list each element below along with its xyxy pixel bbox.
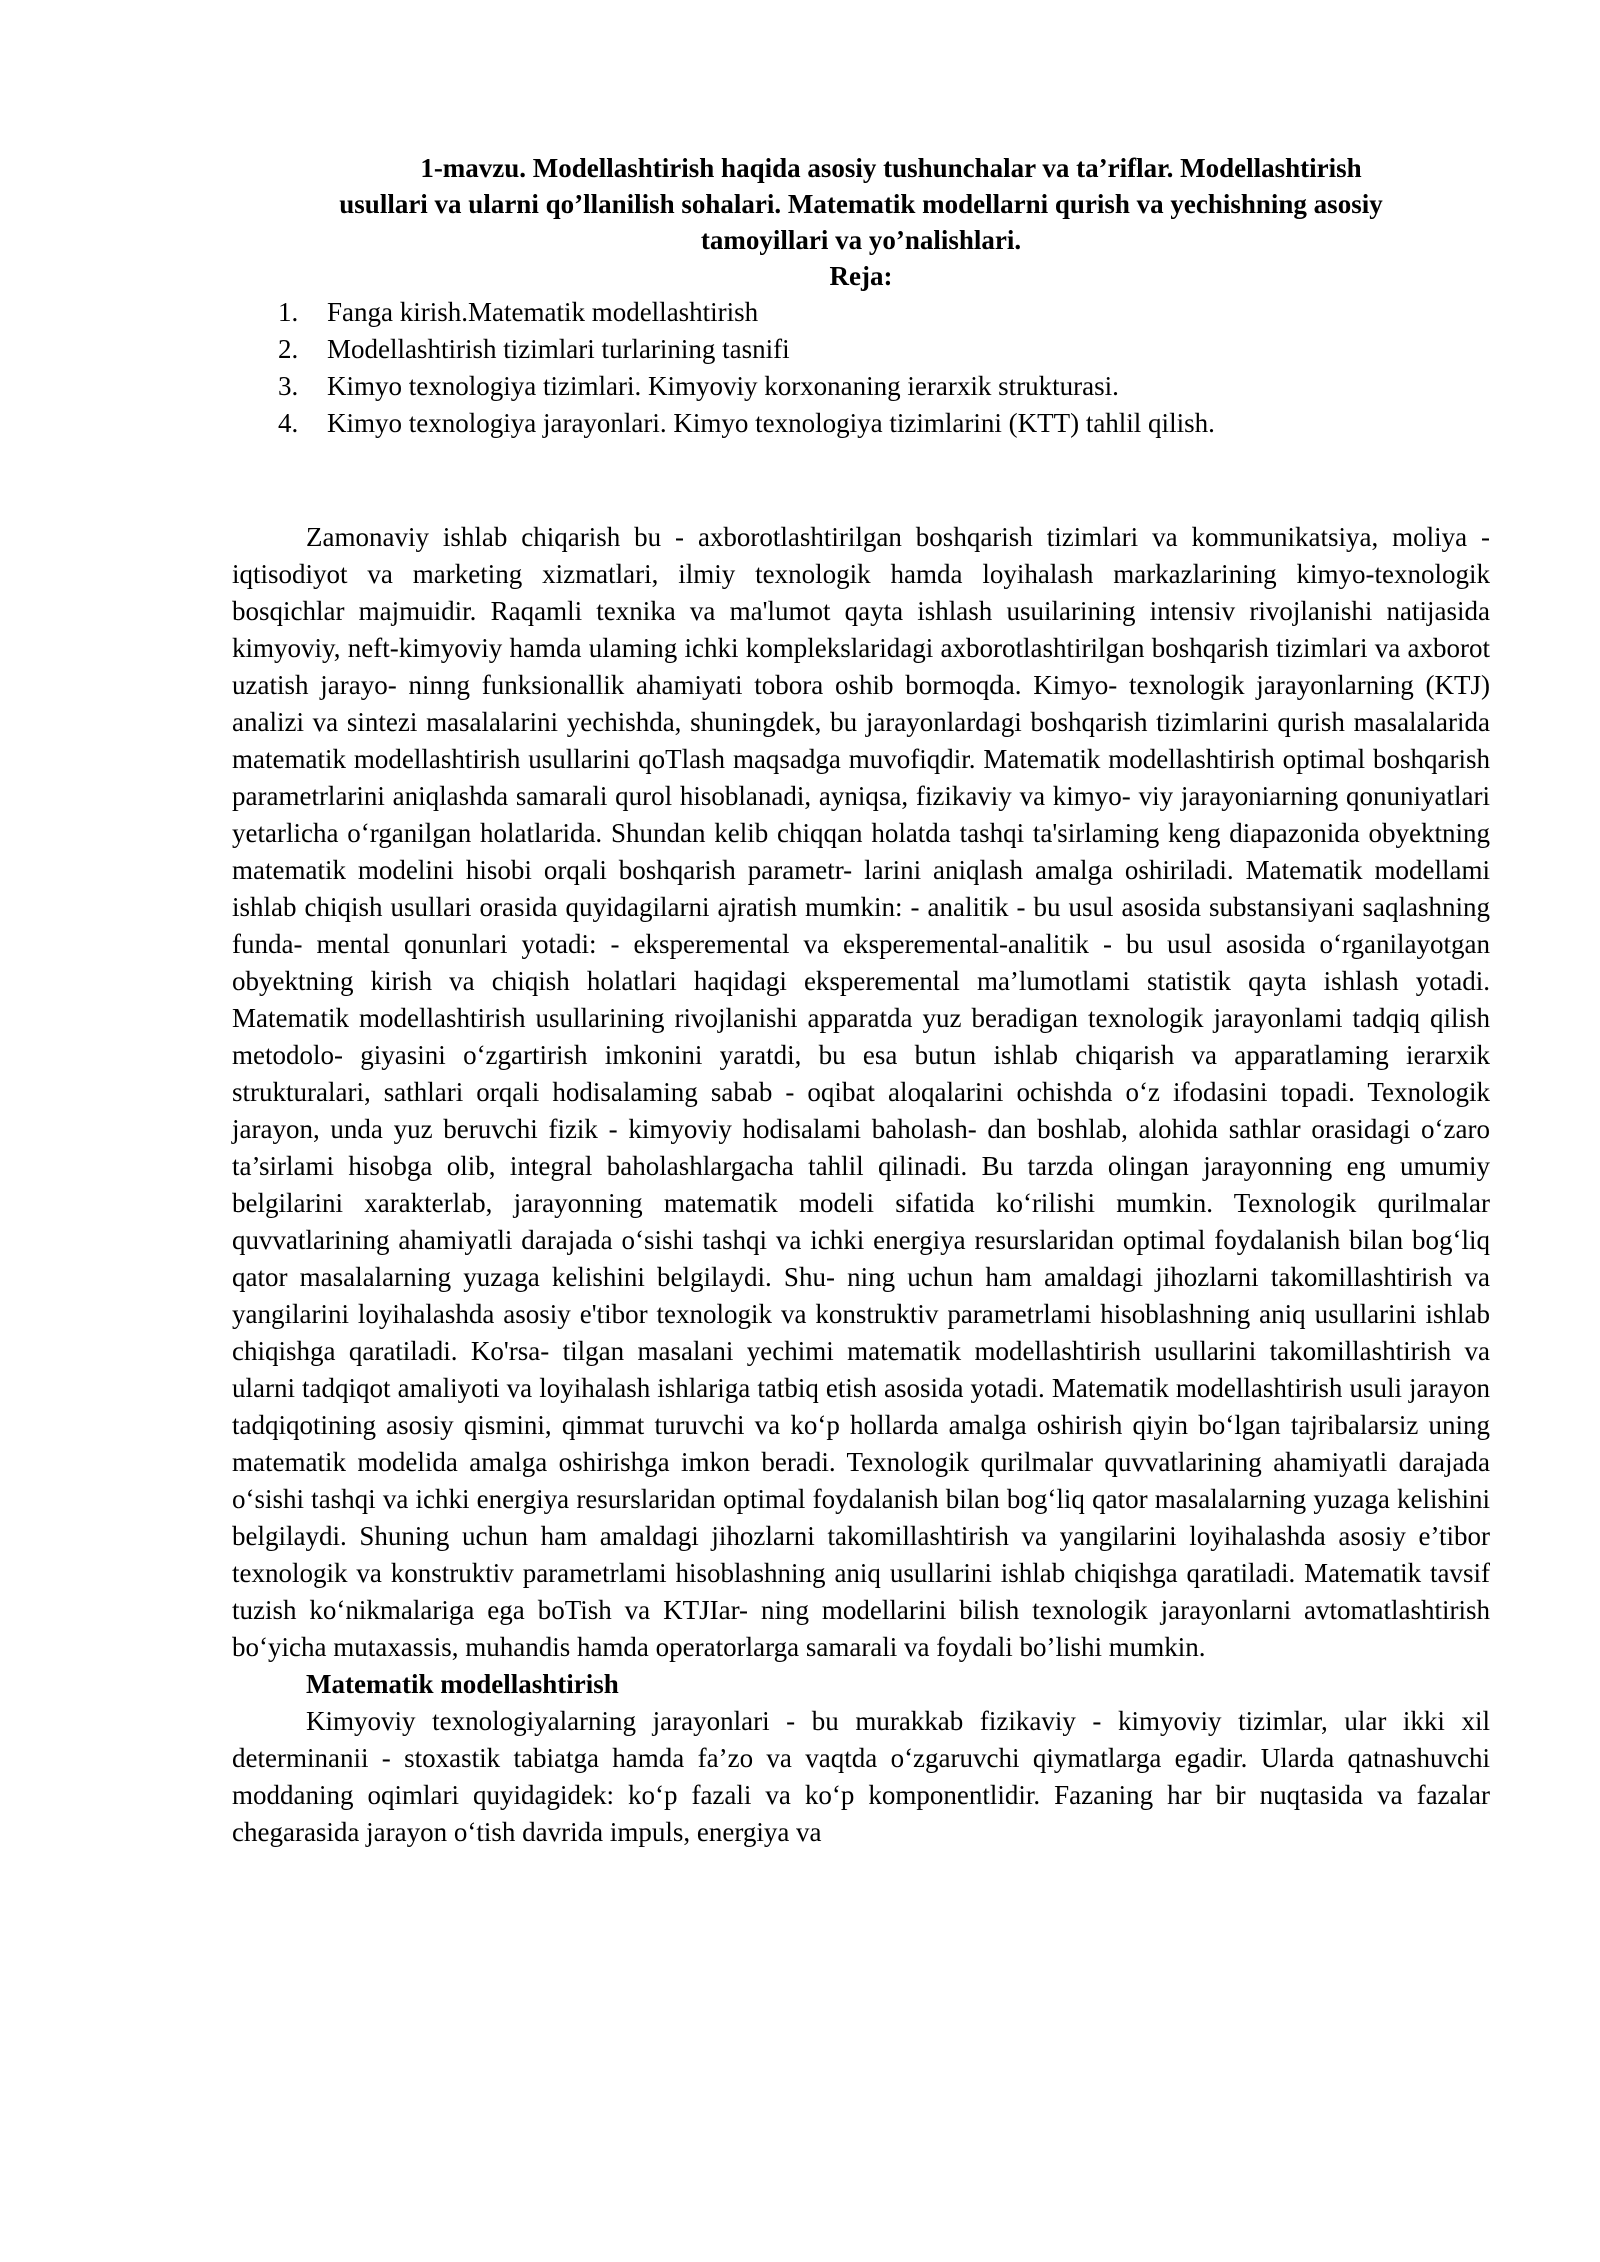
body-paragraph-1: Zamonaviy ishlab chiqarish bu - axborotlashtirilgan boshqarish tizimlari va kommunikatsiya, moliya - iqtisodiyot va marketing xizmatlari, ilmiy texnologik hamda loyihalash markazlarining kimyo-texnologik bosqichlar majmuidir. Raqamli texnika va ma'lumot qayta ishlash usuilarining intensiv rivojlanishi natijasida kimyoviy, neft-kimyoviy hamda ulaming ichki komplekslaridagi axborotlashtirilgan boshqarish tizimlari va axborot uzatish jarayo- ninng funksionallik ahamiyati tobora oshib bormoqda. Kimyo- texnologik jarayonlarning (KTJ) analizi va sintezi masalalarini yechishda, shuningdek, bu jarayonlardagi boshqarish tizimlarini qurish masalalarida matematik modellashtirish usullarini qoTlash maqsadga muvofiqdir. Matematik modellashtirish optimal boshqarish parametrlarini aniqlashda samarali qurol hisoblanadi, ayniqsa, fizikaviy va kimyo- viy jarayoniarning qonuniyatlari yetarlicha o‘rganilgan holatlarida. Shundan kelib chiqqan holatda tashqi ta'sirlaming keng diapazonida obyektning matematik modelini hisobi orqali boshqarish parametr- larini aniqlash amalga oshiriladi. Matematik modellami ishlab chiqish usullari orasida quyidagilarni ajratish mumkin: - analitik - bu usul asosida substansiyani saqlashning funda- mental qonunlari yotadi: - eksperemental va eksperemental-analitik - bu usul asosida o‘rganilayotgan obyektning kirish va chiqish holatlari haqidagi eksperemental ma’lumotlami statistik qayta ishlash yotadi. Matematik modellashtirish usullarining rivojlanishi apparatda yuz beradigan texnologik jarayonlami tadqiq qilish metodolo- giyasini o‘zgartirish imkonini yaratdi, bu esa butun ishlab chiqarish va apparatlaming ierarxik strukturalari, sathlari orqali hodisalaming sabab - oqibat aloqalarini ochishda o‘z ifodasini topadi. Texnologik jarayon, unda yuz beruvchi fizik - kimyoviy hodisalami baholash- dan boshlab, alohida sathlar orasidagi o‘zaro ta’sirlami hisobga olib, integral baholashlargacha tahlil qilinadi. Bu tarzda olingan jarayonning eng umumiy belgilarini xarakterlab, jarayonning matematik modeli sifatida ko‘rilishi mumkin. Texnologik qurilmalar quvvatlarining ahamiyatli darajada o‘sishi tashqi va ichki energiya resurslaridan optimal foydalanish bilan bog‘liq qator masalalarning yuzaga kelishini belgilaydi. Shu- ning uchun ham amaldagi jihozlarni takomillashtirish va yangilarini loyihalashda asosiy e'tibor texnologik va konstruktiv parametrlami hisoblashning aniq usullarini ishlab chiqishga qaratiladi. Ko'rsa- tilgan masalani yechimi matematik modellashtirish usullarini takomillashtirish va ularni tadqiqot amaliyoti va loyihalash ishlariga tatbiq etish asosida yotadi. Matematik modellashtirish usuli jarayon tadqiqotining asosiy qismini, qimmat turuvchi va ko‘p hollarda amalga oshirish qiyin bo‘lgan tajribalarsiz uning matematik modelida amalga oshirishga imkon beradi. Texnologik qurilmalar quvvatlarining ahamiyatli darajada o‘sishi tashqi va ichki energiya resurslaridan optimal foydalanish bilan bog‘liq qator masalalarning yuzaga kelishini belgilaydi. Shuning uchun ham amaldagi jihozlarni takomillashtirish va yangilarini loyihalashda asosiy e’tibor texnologik va konstruktiv parametrlami hisoblashning aniq usullarini ishlab chiqishga qaratiladi. Matematik tavsif tuzish ko‘nikmalariga ega boTish va KTJIar- ning modellarini bilish texnologik jarayonlarni avtomatlashtirish bo‘yicha mutaxassis, muhandis hamda operatorlarga samarali va foydali bo’lishi mumkin. <box>232 522 1490 1662</box>
plan-list <box>232 294 1490 442</box>
title-line-3: tamoyillari va yo’nalishlari. <box>700 225 1022 255</box>
document-page <box>232 150 1490 1851</box>
plan-item <box>232 405 1490 442</box>
plan-item-text: Kimyo texnologiya jarayonlari. Kimyo texnologiya tizimlarini (KTT) tahlil qilish. <box>327 408 1215 438</box>
plan-item-text: Fanga kirish.Matematik modellashtirish <box>327 297 759 327</box>
plan-item-number: 4. <box>278 408 299 438</box>
body-paragraph-2: Kimyoviy texnologiyalarning jarayonlari - bu murakkab fizikaviy - kimyoviy tizimlar, ular ikki xil determinanii - stoxastik tabiatga hamda fa’zo va vaqtda o‘zgaruvchi qiymatlarga egadir. Ularda qatnashuvchi moddaning oqimlari quyidagidek: ko‘p fazali va ko‘p komponentlidir. Fazaning har bir nuqtasida va fazalar chegarasida jarayon o‘tish davrida impuls, energiya va <box>232 1706 1490 1847</box>
spacer <box>232 442 1490 519</box>
plan-heading: Reja: <box>829 261 893 291</box>
plan-item-number: 2. <box>278 334 299 364</box>
section-subheading: Matematik modellashtirish <box>306 1669 619 1699</box>
plan-item-number: 3. <box>278 371 299 401</box>
plan-item <box>232 368 1490 405</box>
plan-item <box>232 331 1490 368</box>
title-line-1: 1-mavzu. Modellashtirish haqida asosiy tushunchalar va ta’riflar. Modellashtirish <box>420 153 1362 183</box>
document-title <box>232 150 1490 258</box>
title-line-2: usullari va ularni qo’llanilish sohalari. Matematik modellarni qurish va yechishning asosiy <box>339 189 1383 219</box>
plan-item-text: Modellashtirish tizimlari turlarining tasnifi <box>327 334 790 364</box>
plan-item-number: 1. <box>278 297 299 327</box>
plan-item-text: Kimyo texnologiya tizimlari. Kimyoviy korxonaning ierarxik strukturasi. <box>327 371 1119 401</box>
plan-item <box>232 294 1490 331</box>
